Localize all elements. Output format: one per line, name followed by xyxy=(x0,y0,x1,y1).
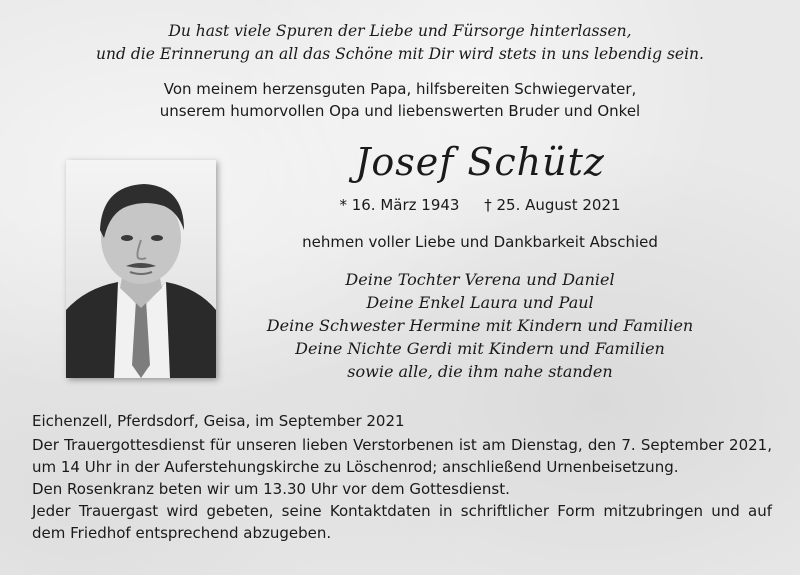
life-dates xyxy=(260,194,700,216)
portrait-photo xyxy=(66,160,216,378)
memorial-quote xyxy=(0,20,800,66)
intro-line-1: Von meinem herzensguten Papa, hilfsbereiten Schwiegervater, xyxy=(163,80,637,98)
birth-date: * 16. März 1943 xyxy=(339,196,460,214)
quote-line-1: Du hast viele Spuren der Liebe und Fürsorge hinterlassen, xyxy=(168,22,632,40)
portrait-image xyxy=(66,160,216,378)
intro-text xyxy=(0,78,800,122)
service-info-line: um 14 Uhr in der Auferstehungskirche zu Löschenrod; anschließend Urnenbeisetzung. xyxy=(32,458,679,476)
place-date: Eichenzell, Pferdsdorf, Geisa, im September 2021 xyxy=(32,412,405,430)
service-info-line: Jeder Trauergast wird gebeten, seine Kontaktdaten in schriftlicher Form mitzubringen und auf xyxy=(32,502,772,520)
family-member: Deine Enkel Laura und Paul xyxy=(366,293,594,312)
family-member: Deine Tochter Verena und Daniel xyxy=(345,270,615,289)
family-member: sowie alle, die ihm nahe standen xyxy=(347,362,613,381)
family-member: Deine Schwester Hermine mit Kindern und Familien xyxy=(266,316,694,335)
service-info xyxy=(32,434,772,544)
farewell-text: nehmen voller Liebe und Dankbarkeit Abschied xyxy=(302,233,658,251)
deceased-name: Josef Schütz xyxy=(355,140,605,184)
death-date: † 25. August 2021 xyxy=(484,196,621,214)
family-list xyxy=(240,268,720,383)
quote-line-2: und die Erinnerung an all das Schöne mit Dir wird stets in uns lebendig sein. xyxy=(96,45,704,63)
intro-line-2: unserem humorvollen Opa und liebenswerten Bruder und Onkel xyxy=(159,102,641,120)
service-info-line: dem Friedhof entsprechend abzugeben. xyxy=(32,524,332,542)
service-info-line: Den Rosenkranz beten wir um 13.30 Uhr vor dem Gottesdienst. xyxy=(32,480,510,498)
service-info-line: Der Trauergottesdienst für unseren lieben Verstorbenen ist am Dienstag, den 7. September 2021, xyxy=(32,436,772,454)
family-member: Deine Nichte Gerdi mit Kindern und Familien xyxy=(295,339,665,358)
